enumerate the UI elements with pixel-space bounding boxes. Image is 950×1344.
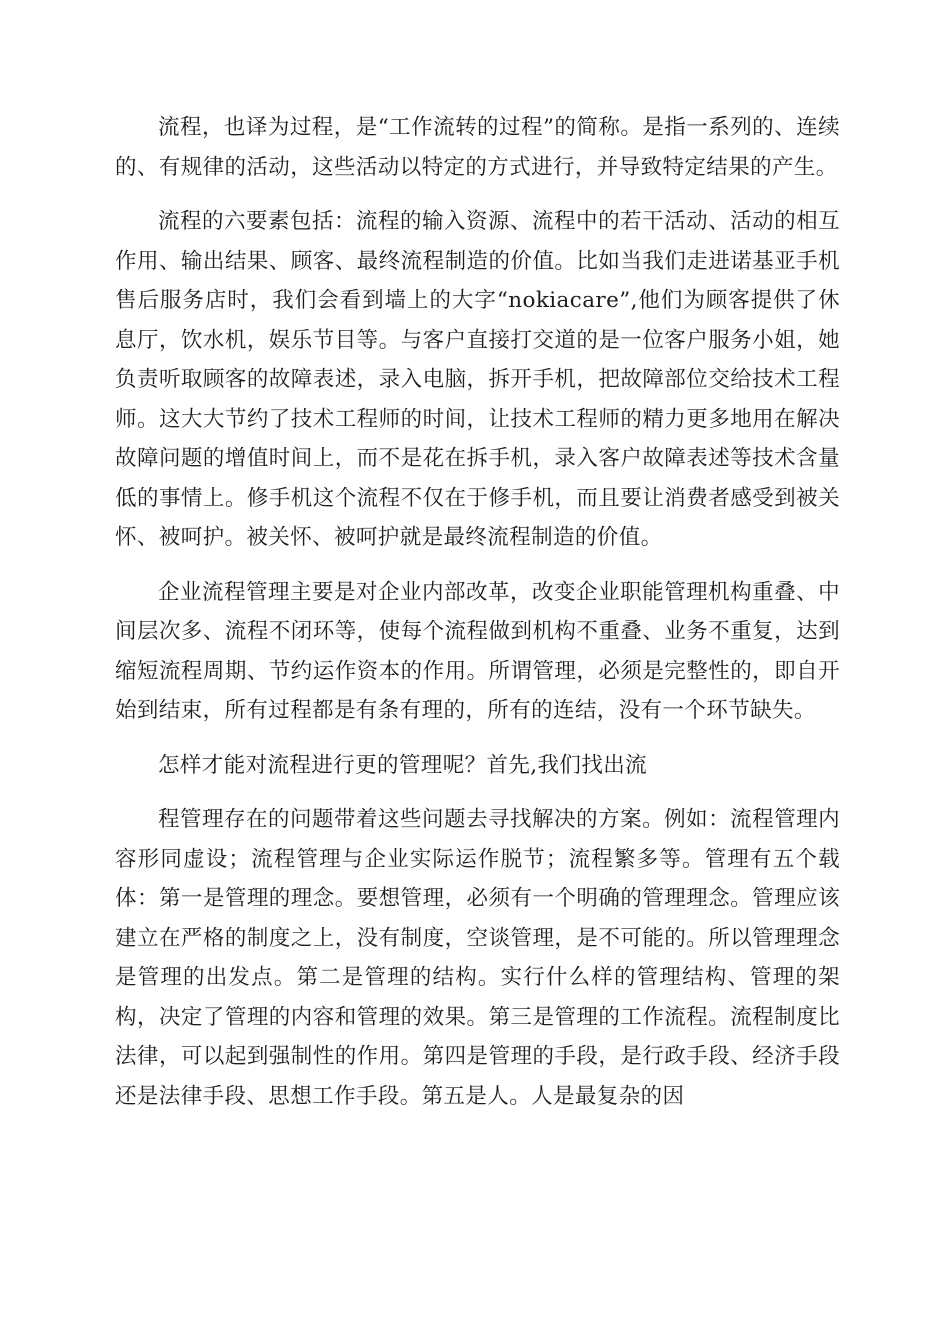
paragraph-enterprise-process-management: 企业流程管理主要是对企业内部改革，改变企业职能管理机构重叠、中间层次多、流程不闭环等，使每个流程做到机构不重叠、业务不重复，达到缩短流程周期、节约运作资本的作用。所谓管理，必须是完整性的，即自开始到结束，所有过程都是有条有理的，所有的连结，没有一个环节缺失。 xyxy=(115,579,840,723)
paragraph-how-to-manage: 怎样才能对流程进行更的管理呢？首先,我们找出流 xyxy=(158,752,648,778)
paragraph-six-elements: 流程的六要素包括：流程的输入资源、流程中的若干活动、活动的相互作用、输出结果、顾客、最终流程制造的价值。比如当我们走进诺基亚手机售后服务店时，我们会看到墙上的大字“nokiacare”,他们为顾客提供了休息厅，饮水机，娱乐节目等。与客户直接打交道的是一位客户服务小姐，她负责听取顾客的故障表述，录入电脑，拆开手机，把故障部位交给技术工程师。这大大节约了技术工程师的时间，让技术工程师的精力更多地用在解决故障问题的增值时间上，而不是花在拆手机，录入客户故障表述等技术含量低的事情上。修手机这个流程不仅在于修手机，而且要让消费者感受到被关怀、被呵护。被关怀、被呵护就是最终流程制造的价值。 xyxy=(115,209,840,550)
paragraph-five-carriers: 程管理存在的问题带着这些问题去寻找解决的方案。例如：流程管理内容形同虚设；流程管理与企业实际运作脱节；流程繁多等。管理有五个载体：第一是管理的理念。要想管理，必须有一个明确的管理理念。管理应该建立在严格的制度之上，没有制度，空谈管理，是不可能的。所以管理理念是管理的出发点。第二是管理的结构。实行什么样的管理结构、管理的架构，决定了管理的内容和管理的效果。第三是管理的工作流程。流程制度比法律，可以起到强制性的作用。第四是管理的手段，是行政手段、经济手段还是法律手段、思想工作手段。第五是人。人是最复杂的因 xyxy=(115,807,840,1109)
paragraph-process-definition: 流程，也译为过程，是“工作流转的过程”的简称。是指一系列的、连续的、有规律的活动，这些活动以特定的方式进行，并导致特定结果的产生。 xyxy=(115,115,840,180)
document-body xyxy=(115,108,840,1116)
